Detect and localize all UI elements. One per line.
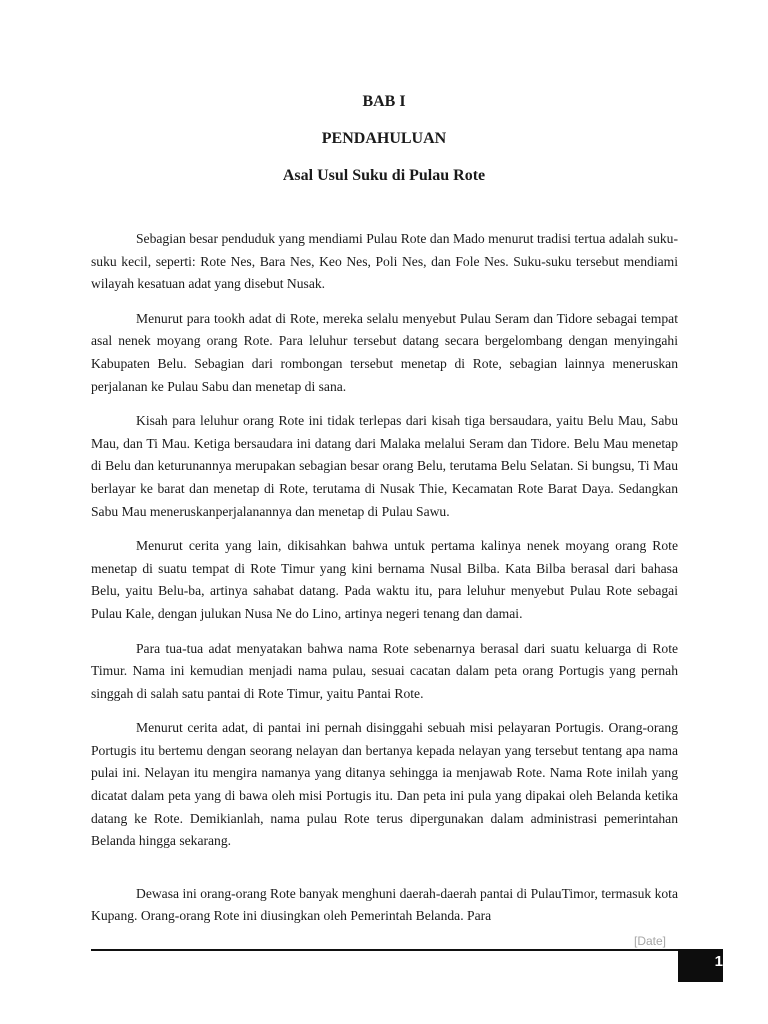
paragraph-2: Menurut para tookh adat di Rote, mereka selalu menyebut Pulau Seram dan Tidore sebagai tempat asal nenek moyang orang Rote. Para leluhur tersebut datang secara bergelombang dengan menyingahi Kabupaten Belu. Sebagian dari rombongan tersebut menetap di Rote, sebagian lainnya meneruskan perjalanan ke Pulau Sabu dan menetap di sana. (91, 310, 678, 394)
footer-rule (91, 949, 678, 951)
paragraph-5: Para tua-tua adat menyatakan bahwa nama Rote sebenarnya berasal dari suatu keluarga di Rote Timur. Nama ini kemudian menjadi nama pulau, sesuai cacatan dalam peta orang Portugis yang pernah singgah di salah satu pantai di Rote Timur, yaitu Pantai Rote. (91, 640, 678, 701)
page-number: 1 (714, 953, 723, 970)
title-heading: PENDAHULUAN (321, 130, 447, 147)
subtitle-heading: Asal Usul Suku di Pulau Rote (282, 167, 486, 184)
paragraph-4: Menurut cerita yang lain, dikisahkan bahwa untuk pertama kalinya nenek moyang orang Rote menetap di suatu tempat di Rote Timur yang kini bernama Nusal Bilba. Kata Bilba berasal dari bahasa Belu, yaitu Belu-ba, artinya sahabat datang. Pada waktu itu, para leluhur menyebut Pulau Rote sebagai Pulau Kale, dengan julukan Nusa Ne do Lino, artinya negeri tenang dan damai. (91, 538, 678, 621)
heading-block (0, 92, 768, 186)
paragraph-7: Dewasa ini orang-orang Rote banyak menghuni daerah-daerah pantai di PulauTimor, termasuk kota Kupang. Orang-orang Rote ini diusingkan oleh Pemerintah Belanda. Para (91, 885, 678, 924)
body-text (91, 228, 678, 940)
paragraph-3: Kisah para leluhur orang Rote ini tidak terlepas dari kisah tiga bersaudara, yaitu Belu Mau, Sabu Mau, dan Ti Mau. Ketiga bersaudara ini datang dari Malaka melalui Seram dan Tidore. Belu Mau menetap di Belu dan keturunannya merupakan sebagian besar orang Belu, terutama Belu Selatan. Si bungsu, Ti Mau berlayar ke barat dan menetap di Rote, terutama di Nusak Thie, Kecamatan Rote Barat Daya. Sedangkan Sabu Mau meneruskanperjalanannya dan menetap di Pulau Sawu. (91, 413, 678, 519)
chapter-heading: BAB I (362, 93, 406, 110)
paragraph-1: Sebagian besar penduduk yang mendiami Pulau Rote dan Mado menurut tradisi tertua adalah suku-suku kecil, seperti: Rote Nes, Bara Nes, Keo Nes, Poli Nes, dan Fole Nes. Suku-suku tersebut mendiami wilayah kesatuan adat yang disebut Nusak. (91, 231, 678, 292)
page-number-box (678, 949, 723, 982)
footer-date: [Date] (633, 934, 666, 948)
paragraph-6: Menurut cerita adat, di pantai ini pernah disinggahi sebuah misi pelayaran Portugis. Orang-orang Portugis itu bertemu dengan seorang nelayan dan bertanya kepada nelayan yang tersebut tentang apa nama pulai ini. Nelayan itu mengira namanya yang ditanya sehingga ia menjawab Rote. Nama Rote inilah yang dicatat dalam peta yang di bawa oleh misi Portugis itu. Dan peta ini pula yang dipakai oleh Belanda ketika datang ke Rote. Demikianlah, nama pulau Rote terus dipergunakan dalam administrasi pemerintahan Belanda hingga sekarang. (91, 720, 678, 849)
